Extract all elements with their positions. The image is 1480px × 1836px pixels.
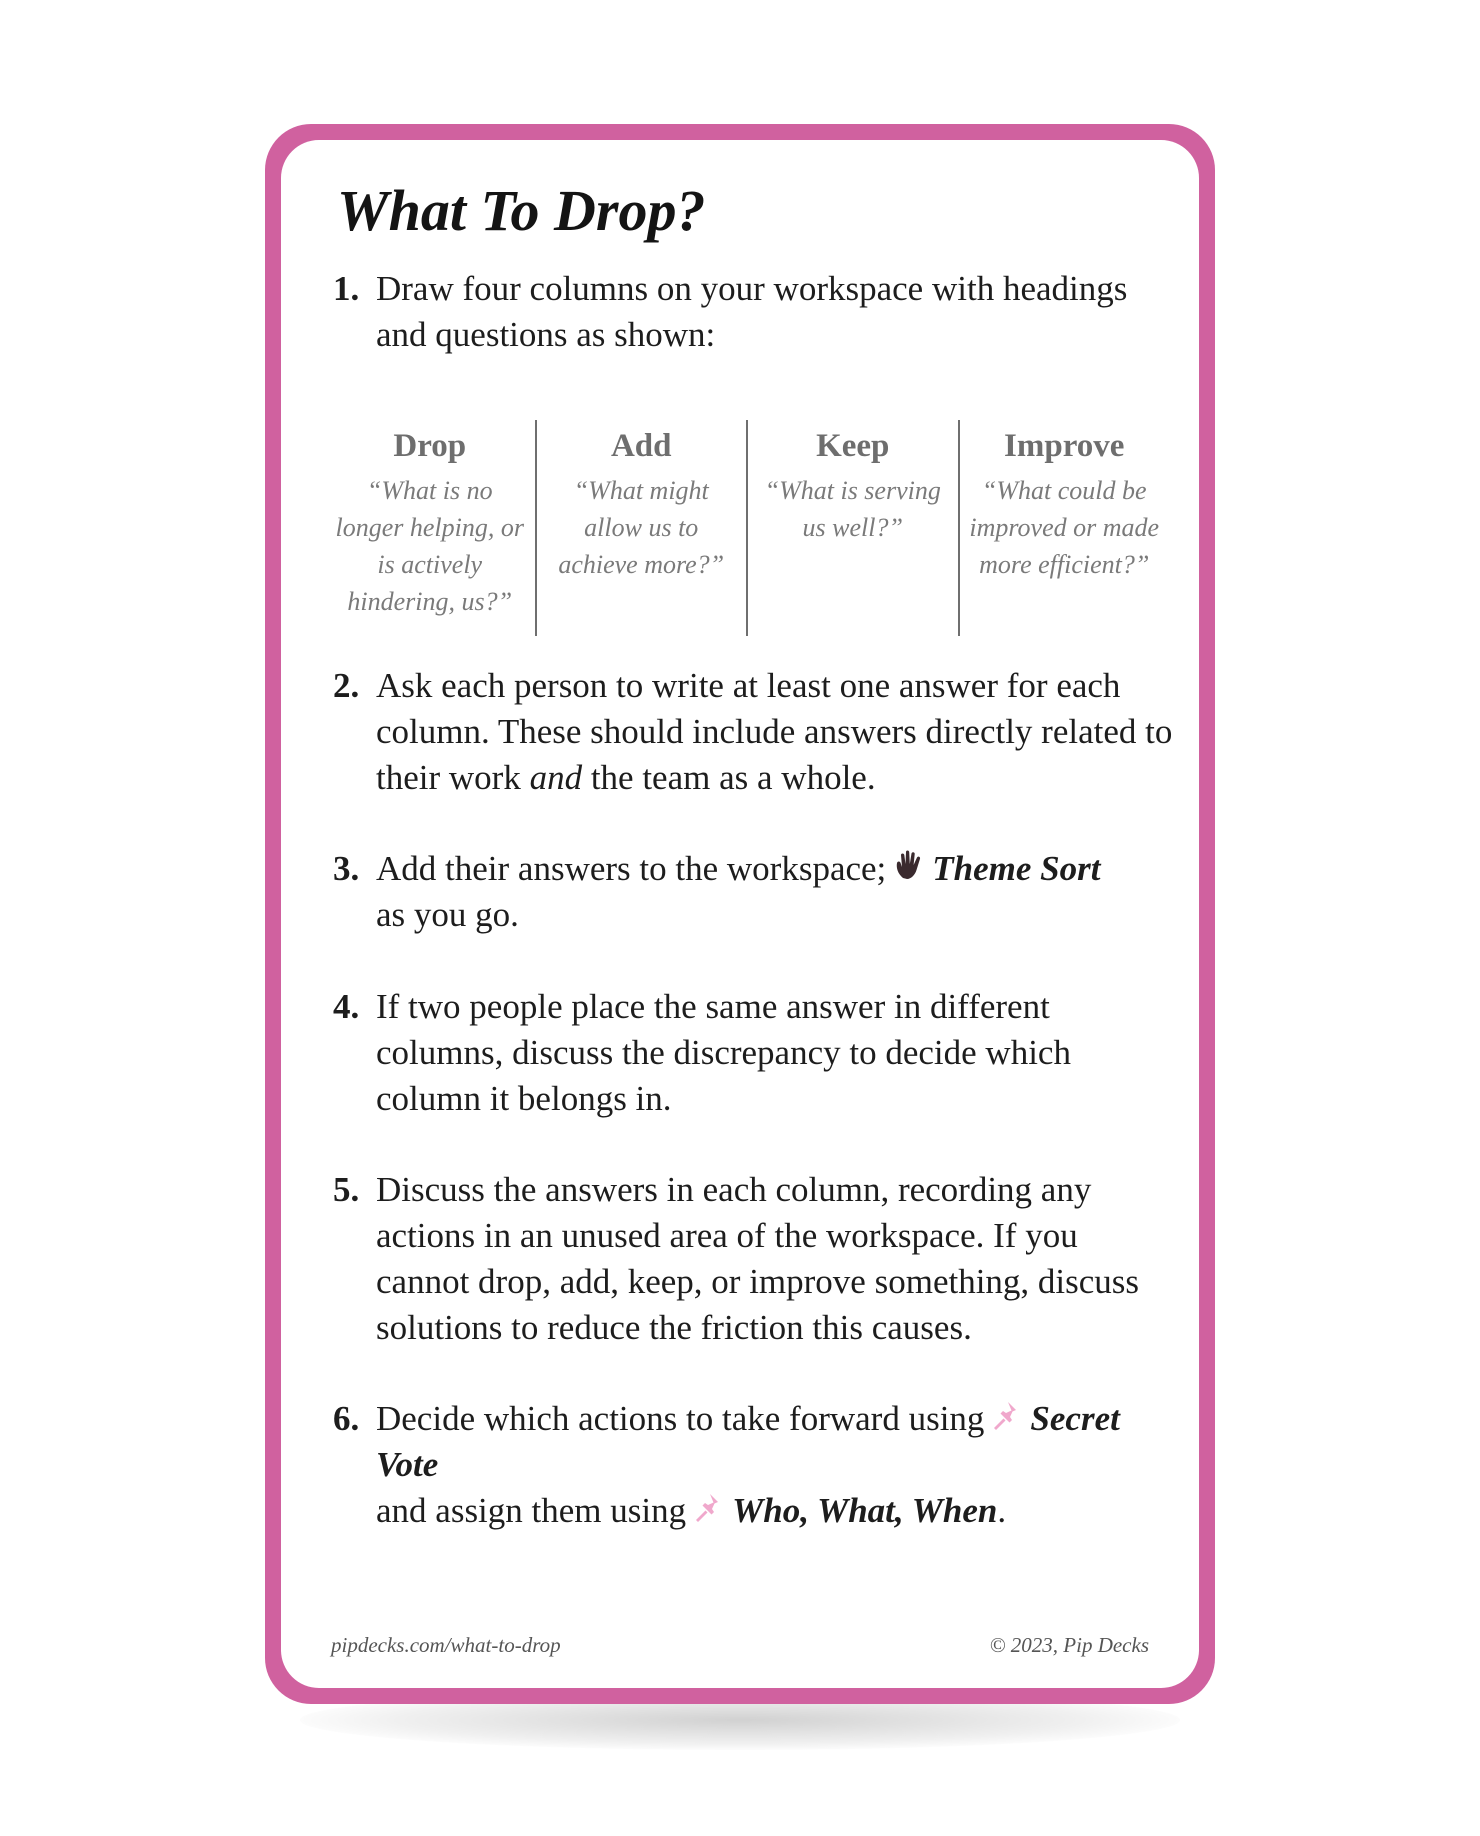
column-heading: Add xyxy=(610,428,672,464)
step-text: Draw four columns on your workspace with headings and questions as shown: xyxy=(376,269,1128,354)
step-number: 2. xyxy=(333,666,360,705)
column-improve xyxy=(958,420,1170,636)
step-1 xyxy=(333,266,1173,358)
columns-diagram xyxy=(325,420,1169,636)
pushpin-icon xyxy=(990,1398,1026,1434)
step-text xyxy=(333,846,1173,938)
step-number: 5. xyxy=(333,1170,360,1209)
step-text-part: as you go. xyxy=(376,895,519,934)
step-text-part: Ask each person to write at least one answer for each column. These should include answers directly related to their work xyxy=(376,666,1173,797)
step-text-part: Decide which actions to take forward using xyxy=(376,1399,985,1438)
step-text xyxy=(333,1396,1173,1534)
footer-copyright: © 2023, Pip Decks xyxy=(989,1633,1149,1657)
step-number: 6. xyxy=(333,1399,360,1438)
step-text: If two people place the same answer in different columns, discuss the discrepancy to decide which column it belongs in. xyxy=(376,987,1071,1118)
step-text-part: . xyxy=(997,1491,1007,1530)
column-heading: Drop xyxy=(393,428,467,464)
step-emphasis: and xyxy=(529,758,583,797)
column-heading: Improve xyxy=(1004,428,1125,464)
card-title: What To Drop? xyxy=(337,178,706,243)
step-number: 4. xyxy=(333,987,360,1026)
secret-vote-link[interactable]: Secret Vote xyxy=(376,1399,1120,1484)
step-4 xyxy=(333,984,1173,1122)
column-drop xyxy=(325,420,535,636)
step-text-part: the team as a whole. xyxy=(582,758,876,797)
column-question: “What could be improved or made more efficient?” xyxy=(969,476,1160,579)
footer-url[interactable]: pipdecks.com/what-to-drop xyxy=(331,1633,561,1657)
step-5 xyxy=(333,1167,1173,1351)
step-text-part: Add their answers to the workspace; xyxy=(376,849,887,888)
step-2 xyxy=(333,663,1173,801)
step-number: 3. xyxy=(333,849,360,888)
column-question: “What might allow us to achieve more?” xyxy=(558,476,725,579)
column-keep xyxy=(746,420,958,636)
column-question: “What is serving us well?” xyxy=(764,476,941,542)
step-number: 1. xyxy=(333,269,360,308)
pushpin-icon xyxy=(692,1490,728,1526)
step-3 xyxy=(333,846,1173,938)
method-card xyxy=(265,124,1215,1704)
step-6 xyxy=(333,1396,1173,1534)
column-heading: Keep xyxy=(816,428,890,464)
who-what-when-link[interactable]: Who, What, When xyxy=(732,1491,998,1530)
column-add xyxy=(535,420,747,636)
step-text-part: and assign them using xyxy=(376,1491,687,1530)
hand-icon xyxy=(892,848,928,884)
theme-sort-link[interactable]: Theme Sort xyxy=(932,849,1101,888)
step-text: Discuss the answers in each column, recording any actions in an unused area of the workspace. If you cannot drop, add, keep, or improve something, discuss solutions to reduce the friction this causes. xyxy=(376,1170,1140,1347)
column-question: “What is no longer helping, or is actively hindering, us?” xyxy=(335,476,524,616)
card-body xyxy=(281,140,1199,1688)
step-text xyxy=(333,663,1173,801)
